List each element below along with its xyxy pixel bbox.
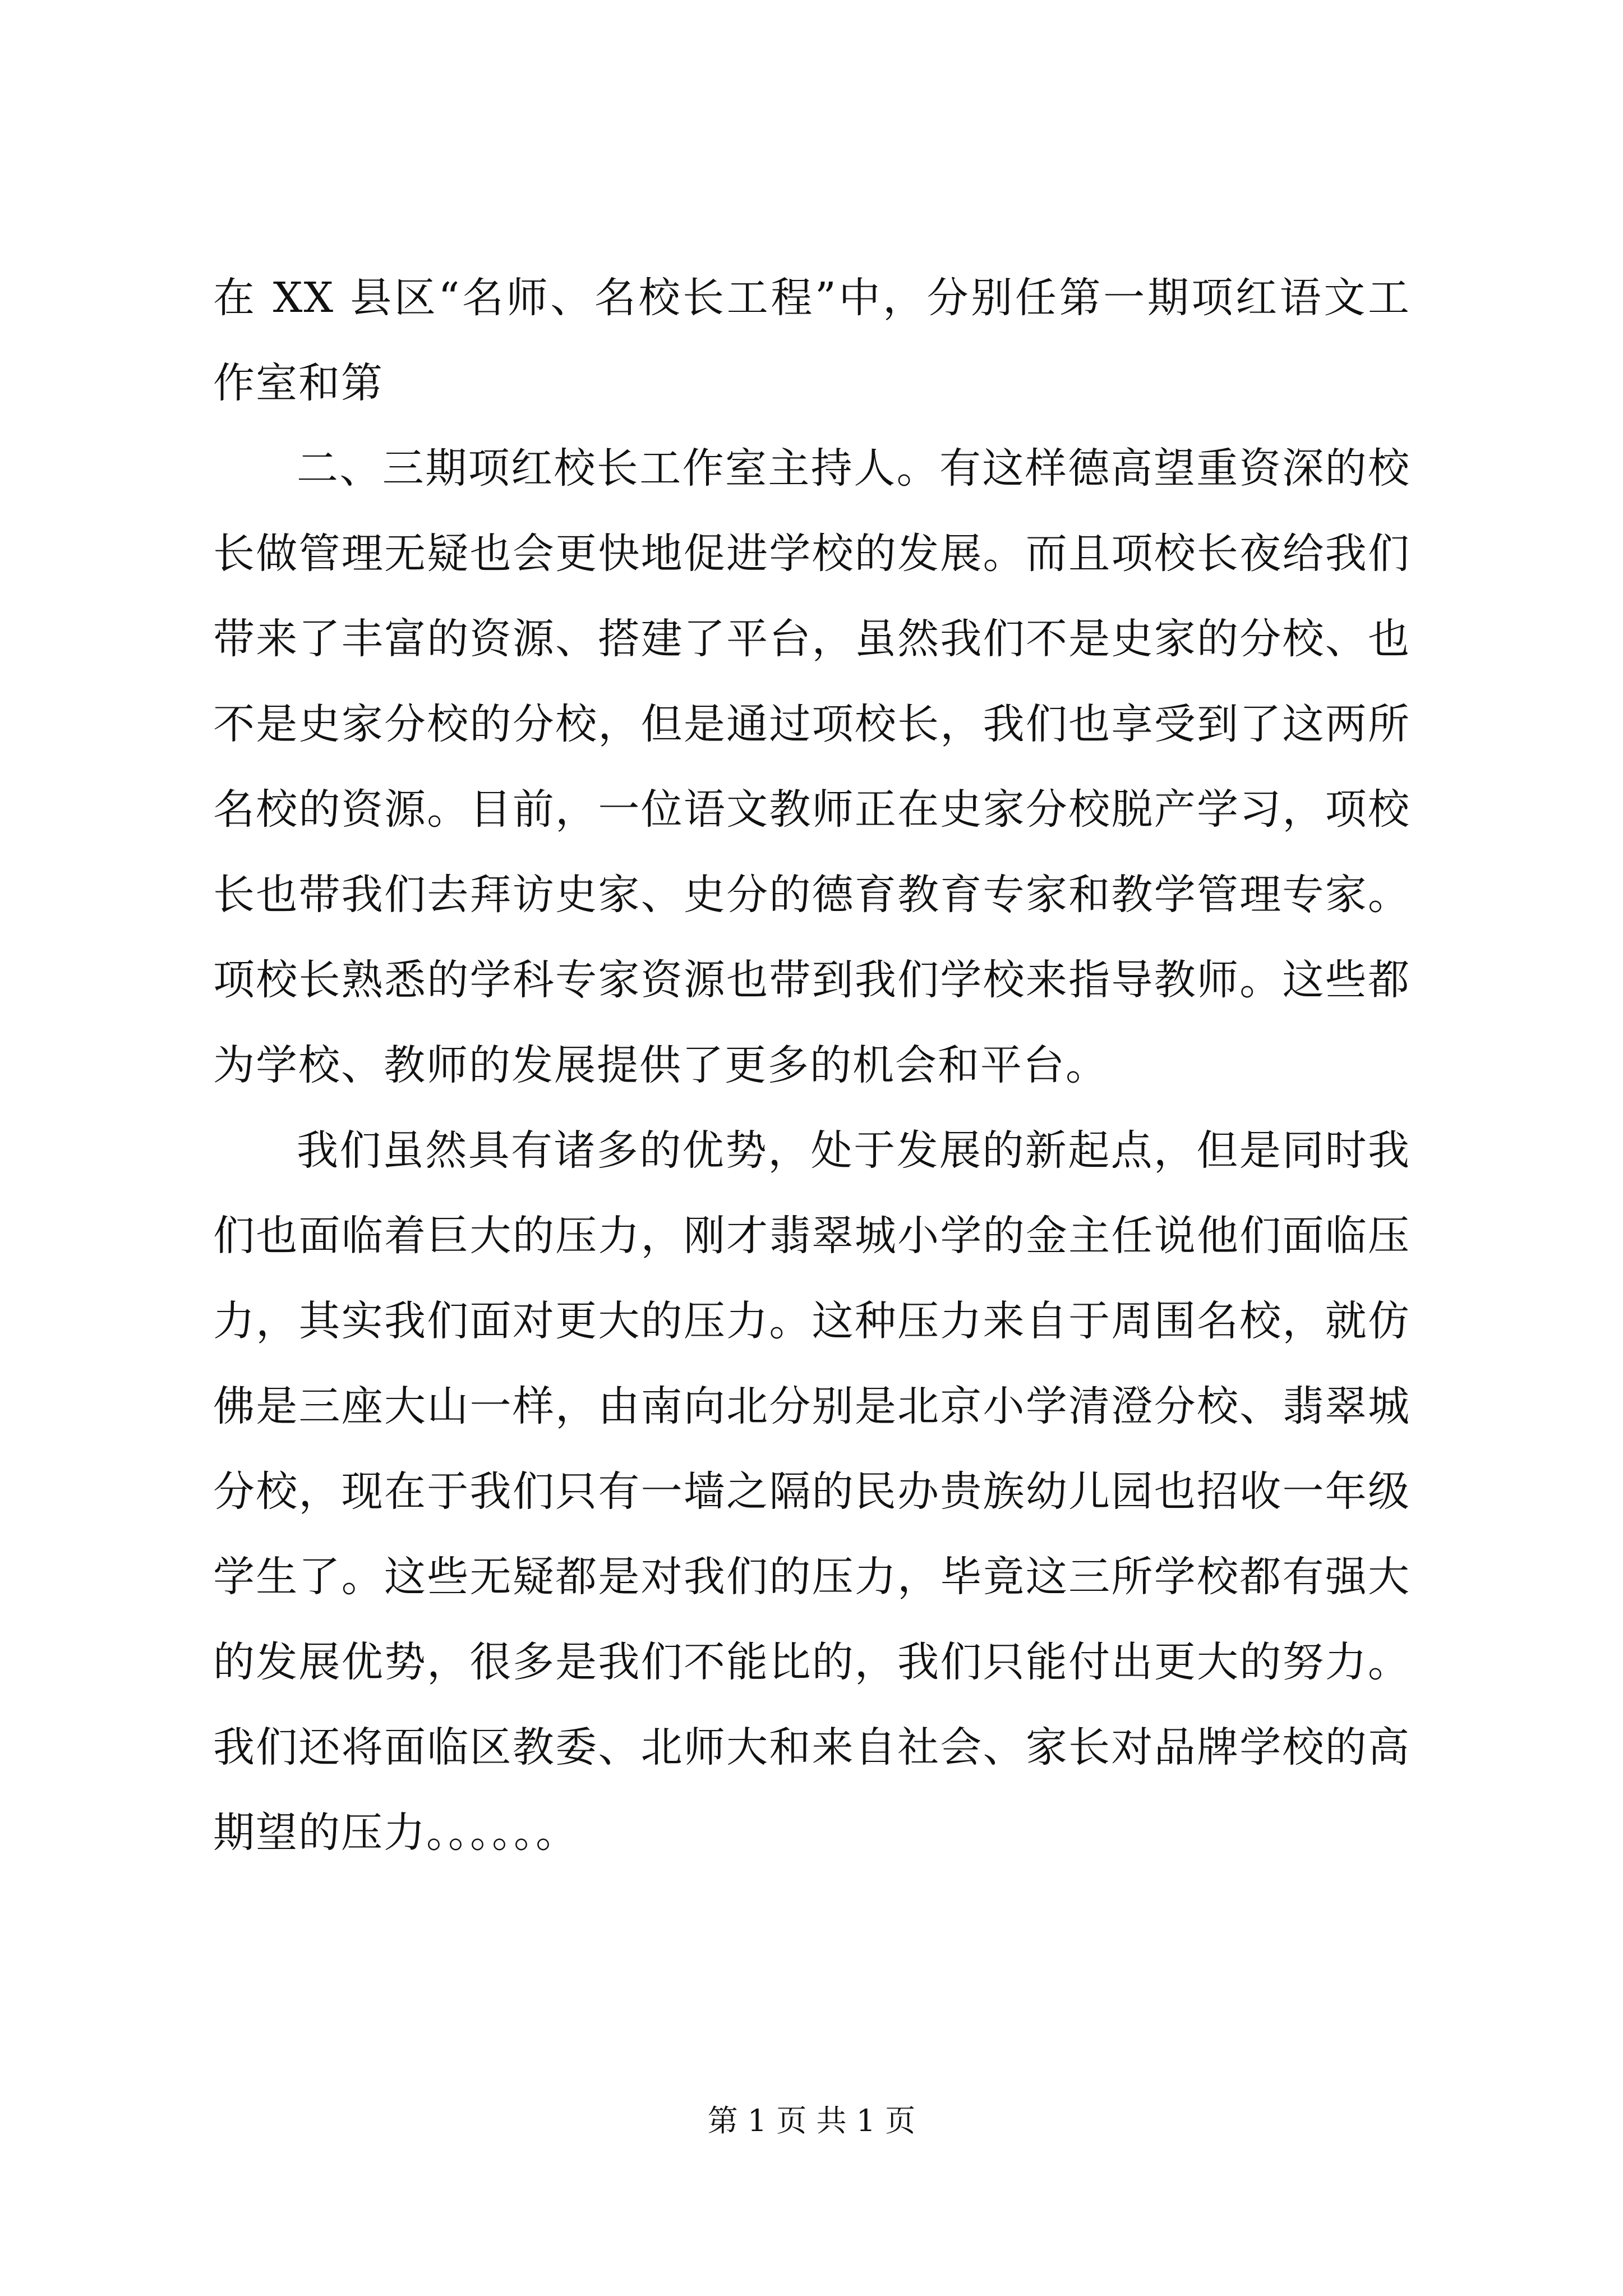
paragraph-1: 在 XX 县区“名师、名校长工程”中，分别任第一期项红语文工作室和第: [213, 274, 1410, 407]
paragraph-3: 我们虽然具有诸多的优势，处于发展的新起点，但是同时我们也面临着巨大的压力，刚才翡翠城小学的金主任说他们面临压力，其实我们面对更大的压力。这种压力来自于周围名校，就仿佛是三座大山一样，由南向北分别是北京小学清澄分校、翡翠城分校，现在于我们只有一墙之隔的民办贵族幼儿园也招收一年级学生了。这些无疑都是对我们的压力，毕竟这三所学校都有强大的发展优势，很多是我们不能比的，我们只能付出更大的努力。我们还将面临区教委、北师大和来自社会、家长对品牌学校的高期望的压力。。。。。。: [213, 1126, 1410, 1857]
page-footer: [0, 2101, 1623, 2141]
page-number-label: 第 1 页 共 1 页: [707, 2103, 916, 2138]
paragraph-2: 二、三期项红校长工作室主持人。有这样德高望重资深的校长做管理无疑也会更快地促进学校的发展。而且项校长夜给我们带来了丰富的资源、搭建了平台，虽然我们不是史家的分校、也不是史家分校的分校，但是通过项校长，我们也享受到了这两所名校的资源。目前，一位语文教师正在史家分校脱产学习，项校长也带我们去拜访史家、史分的德育教育专家和教学管理专家。项校长熟悉的学科专家资源也带到我们学校来指导教师。这些都为学校、教师的发展提供了更多的机会和平台。: [213, 444, 1410, 1089]
document-body: [213, 255, 1410, 1875]
